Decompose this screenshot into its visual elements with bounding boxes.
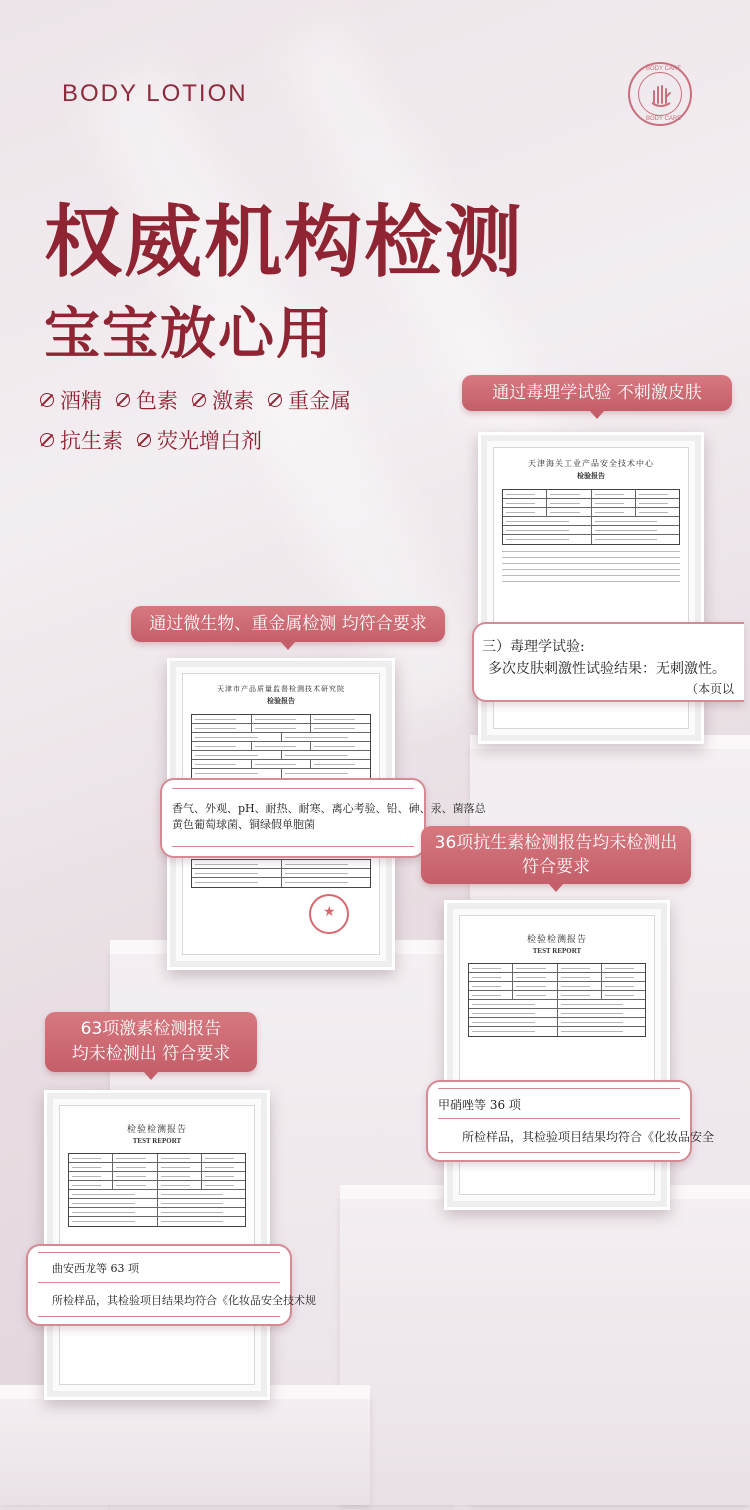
prohibited-icon bbox=[192, 393, 206, 407]
podium-block bbox=[0, 1395, 370, 1505]
pill-text: 63项激素检测报告 bbox=[80, 1019, 222, 1039]
report-pill-hormones bbox=[45, 1012, 257, 1072]
subline: 宝宝放心用 bbox=[44, 302, 334, 367]
callout-line: 香气、外观、pH、耐热、耐寒、离心考验、铅、砷、汞、菌落总 bbox=[172, 802, 486, 815]
doc-subtitle: 检验报告 bbox=[577, 472, 605, 480]
doc-title: 天津海关工业产品安全技术中心 bbox=[528, 459, 654, 468]
podium-block bbox=[340, 1195, 750, 1505]
free-from-item bbox=[40, 385, 102, 415]
callout-line: （本页以 bbox=[686, 682, 735, 696]
report-callout-toxicology bbox=[472, 622, 744, 702]
pill-text: 均未检测出 符合要求 bbox=[71, 1044, 231, 1064]
free-from-label: 重金属 bbox=[288, 389, 351, 413]
doc-table bbox=[68, 1153, 246, 1227]
free-from-item bbox=[192, 385, 254, 415]
report-callout-microbes bbox=[160, 778, 486, 858]
doc-text-lines bbox=[502, 551, 680, 582]
callout-line: 所检样品，其检验项目结果均符合《化妆品安全技术规 bbox=[52, 1294, 316, 1307]
free-from-item bbox=[40, 425, 123, 455]
doc-subtitle: TEST REPORT bbox=[132, 1137, 182, 1145]
pill-text: 通过毒理学试验 不刺激皮肤 bbox=[492, 383, 702, 403]
free-from-item bbox=[116, 385, 178, 415]
doc-table bbox=[502, 489, 680, 545]
prohibited-icon bbox=[40, 393, 54, 407]
report-frame-antibiotics bbox=[444, 900, 670, 1210]
report-pill-antibiotics bbox=[421, 826, 691, 884]
badge-bottom-text: BODY CARE bbox=[646, 116, 682, 122]
callout-line: 曲安西龙等 63 项 bbox=[52, 1262, 139, 1275]
doc-subtitle: TEST REPORT bbox=[532, 947, 582, 955]
headline: 权威机构检测 bbox=[44, 198, 525, 288]
callout-line: 甲硝唑等 36 项 bbox=[438, 1098, 521, 1112]
free-from-item bbox=[137, 425, 262, 455]
brand-title: BODY LOTION bbox=[62, 80, 248, 107]
callout-line: 黄色葡萄球菌、铜绿假单胞菌 bbox=[172, 818, 315, 831]
free-from-label: 激素 bbox=[212, 389, 254, 413]
free-from-label: 色素 bbox=[136, 389, 178, 413]
free-from-list bbox=[40, 385, 400, 455]
free-from-item bbox=[268, 385, 351, 415]
report-callout-antibiotics bbox=[426, 1080, 715, 1162]
doc-table-lower bbox=[191, 859, 371, 888]
doc-table bbox=[468, 963, 646, 1037]
doc-title: 检验检测报告 bbox=[126, 1125, 187, 1135]
doc-subtitle: 检验报告 bbox=[267, 697, 295, 705]
callout-line: 多次皮肤刺激性试验结果：无刺激性。 bbox=[488, 661, 726, 677]
prohibited-icon bbox=[40, 433, 54, 447]
report-pill-toxicology bbox=[462, 375, 732, 411]
callout-line: 所检样品，其检验项目结果均符合《化妆品安全 bbox=[462, 1130, 715, 1144]
callout-line: 三）毒理学试验: bbox=[482, 639, 585, 655]
free-from-label: 抗生素 bbox=[60, 429, 123, 453]
prohibited-icon bbox=[116, 393, 130, 407]
doc-title: 天津市产品质量监督检测技术研究院 bbox=[217, 685, 345, 693]
hand-icon bbox=[639, 73, 683, 117]
doc-title: 检验检测报告 bbox=[526, 935, 587, 945]
prohibited-icon bbox=[137, 433, 151, 447]
free-from-label: 荧光增白剂 bbox=[157, 429, 262, 453]
report-pill-microbes bbox=[131, 606, 445, 642]
badge-top-text: BODY CARE bbox=[646, 66, 682, 72]
report-callout-hormones bbox=[26, 1244, 316, 1326]
hand-badge-icon bbox=[628, 62, 692, 126]
red-seal-stamp bbox=[309, 894, 349, 934]
pill-text: 符合要求 bbox=[522, 857, 590, 877]
free-from-label: 酒精 bbox=[60, 389, 102, 413]
prohibited-icon bbox=[268, 393, 282, 407]
pill-text: 36项抗生素检测报告均未检测出 bbox=[434, 833, 678, 853]
pill-text: 通过微生物、重金属检测 均符合要求 bbox=[149, 614, 427, 634]
doc-table bbox=[191, 714, 371, 779]
